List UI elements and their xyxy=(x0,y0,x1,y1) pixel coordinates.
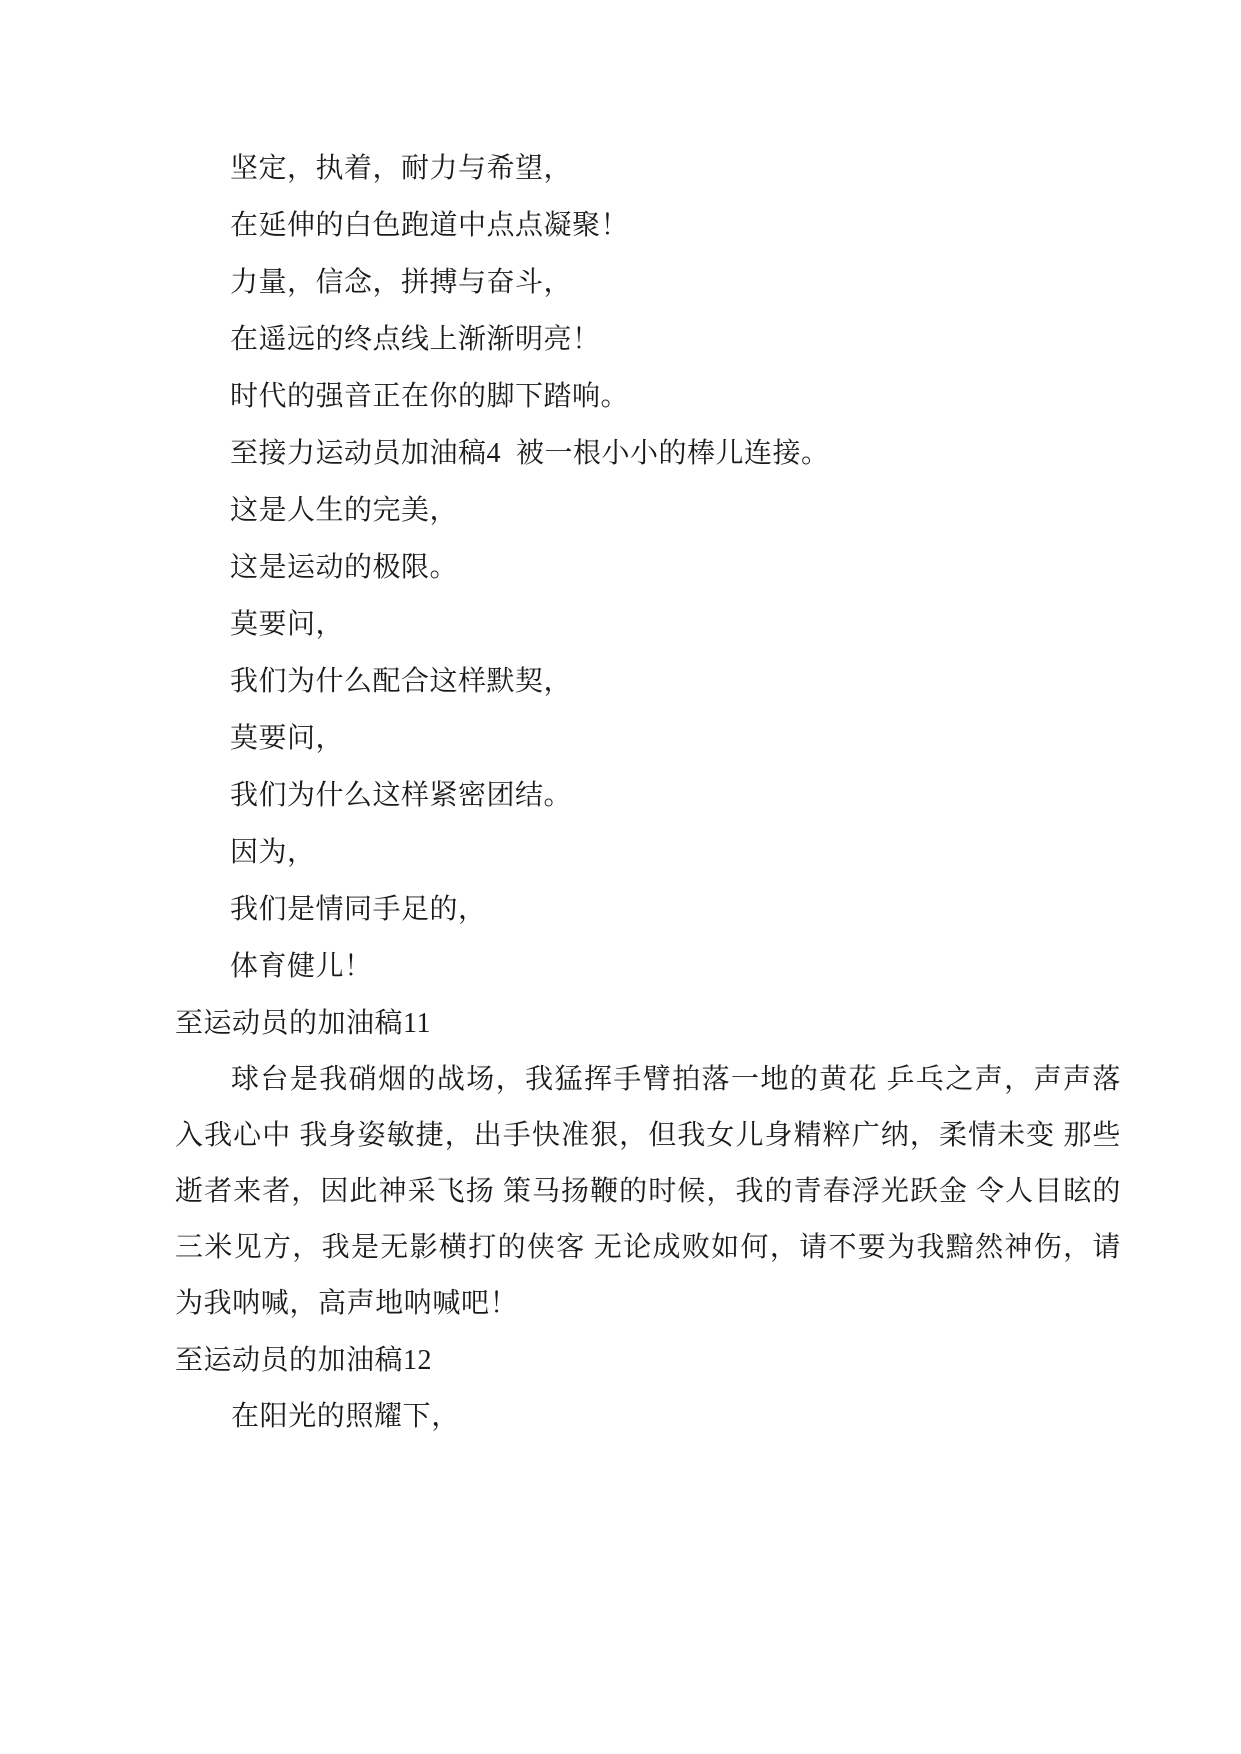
poem-line: 这是人生的完美， xyxy=(230,495,459,526)
poem-line: 莫要问， xyxy=(230,723,345,754)
section-heading-11: 至运动员的加油稿11 xyxy=(175,1008,431,1039)
poem-line: 至接力运动员加油稿4 被一根小小的棒儿连接。 xyxy=(230,438,830,469)
poem-line: 我们为什么配合这样默契， xyxy=(230,666,573,697)
body-paragraph-11: 球台是我硝烟的战场，我猛挥手臂拍落一地的黄花 乒乓之声，声声落入我心中 我身姿敏捷，出手快准狠，但我女儿身精粹广纳，柔情未变 那些逝者来者，因此神采飞扬 策马扬鞭的时候，我的青春浮光跃金 令人目眩的三米见方，我是无影横打的侠客 无论成败如何，请不要为我黯然神伤，请为我呐喊，高声地呐喊吧！ xyxy=(175,1064,1121,1319)
poem-line: 时代的强音正在你的脚下踏响。 xyxy=(230,381,630,412)
poem-line: 我们是情同手足的， xyxy=(230,894,487,925)
poem-line: 莫要问， xyxy=(230,609,345,640)
body-paragraph-12: 在阳光的照耀下， xyxy=(231,1401,460,1432)
section-heading-12: 至运动员的加油稿12 xyxy=(175,1345,433,1376)
poem-line: 因为， xyxy=(230,837,316,868)
poem-line: 力量，信念，拼搏与奋斗， xyxy=(230,267,573,298)
poem-line: 我们为什么这样紧密团结。 xyxy=(230,780,573,811)
poem-section-1 xyxy=(175,140,1121,995)
poem-line: 体育健儿！ xyxy=(230,951,373,982)
poem-line: 在延伸的白色跑道中点点凝聚！ xyxy=(230,210,630,241)
poem-line: 在遥远的终点线上渐渐明亮！ xyxy=(230,324,601,355)
poem-line: 坚定，执着，耐力与希望， xyxy=(230,153,573,184)
poem-line: 这是运动的极限。 xyxy=(230,552,459,583)
